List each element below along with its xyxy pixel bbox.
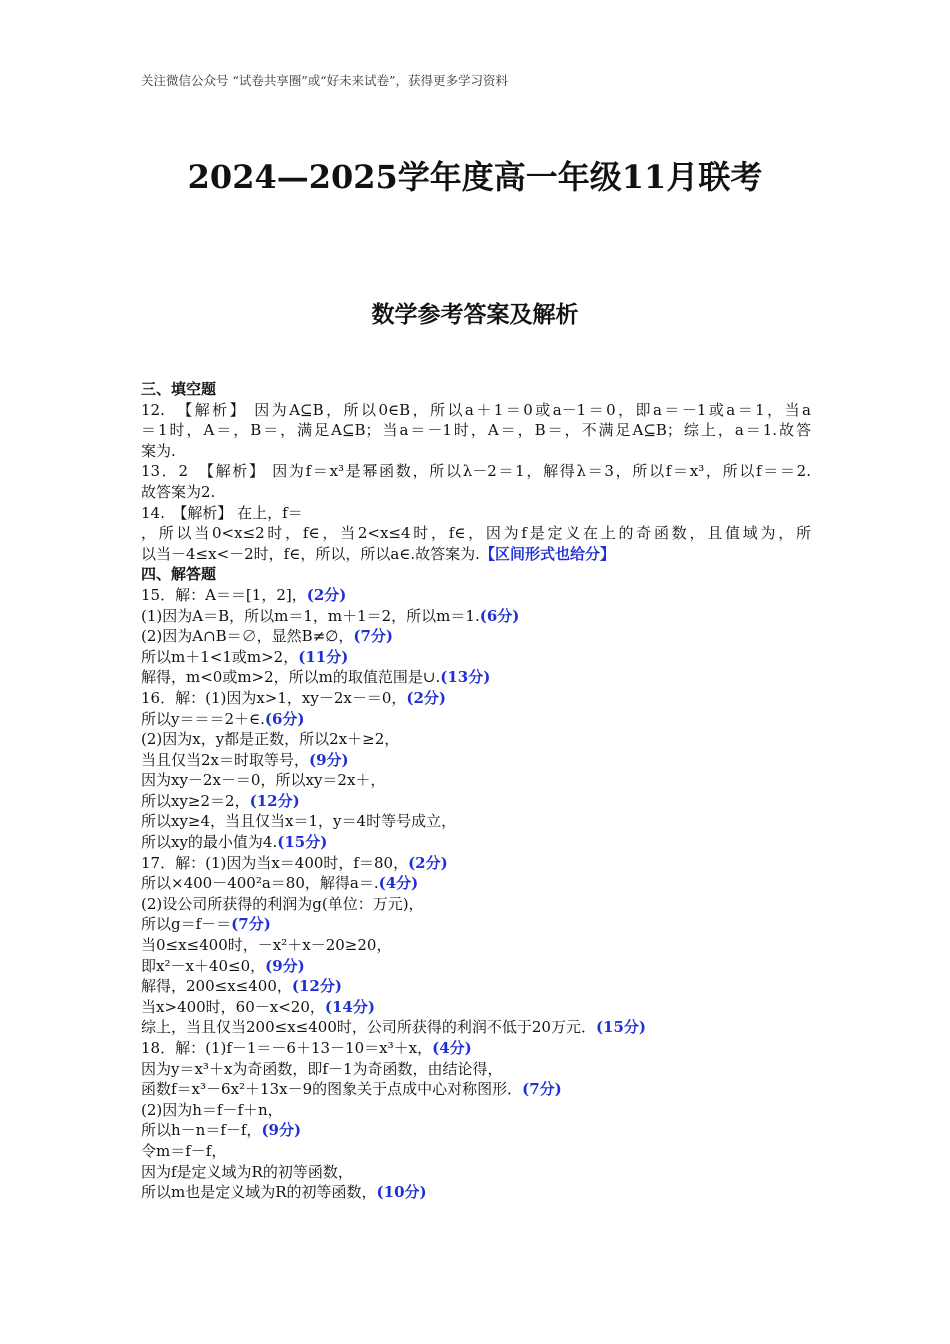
wechat-notice: 关注微信公众号 “试卷共享圈”或“好未来试卷”，获得更多学习资料 (141, 73, 509, 88)
answer-line (141, 976, 811, 997)
answer-text: 所以xy的最小值为4. (141, 833, 278, 852)
answer-text: ，所以当0<x≤2时，f∈，当2<x≤4时，f∈，因为f是定义在上的奇函数，且值域为，所 (141, 524, 811, 543)
answer-text: (2)因为x，y都是正数，所以2x＋≥2， (141, 730, 400, 749)
score-mark: (2分) (406, 688, 447, 707)
answer-line (141, 1162, 811, 1183)
score-mark: (9分) (265, 956, 305, 975)
answer-text: 故答案为2. (141, 482, 216, 501)
answer-text: 13．2 【解析】 因为f＝x³是幂函数，所以λ－2＝1，解得λ＝3，所以f＝x³，所以f＝＝2. (141, 462, 811, 481)
answer-line (141, 564, 811, 585)
answer-line (141, 770, 811, 791)
answer-line (141, 1017, 811, 1038)
answer-text: 综上，当且仅当200≤x≤400时，公司所获得的利润不低于20万元． (141, 1018, 596, 1037)
answer-text: ＝1时，A＝，B＝，满足A⊆B；当a＝－1时，A＝，B＝，不满足A⊆B；综上，a＝1.故答 (141, 421, 811, 440)
answer-line (141, 914, 811, 935)
answer-text: 当x>400时，60－x<20， (141, 997, 325, 1016)
answer-text: 所以xy≥2＝2， (141, 791, 250, 810)
score-mark: (15分) (595, 1018, 647, 1037)
answer-line (141, 503, 811, 524)
answer-text: (1)因为A＝B，所以m＝1，m＋1＝2，所以m＝1. (141, 606, 480, 625)
answer-text: 以当－4≤x<－2时，f∈，所以，所以a∈.故答案为. (141, 544, 480, 563)
answer-line (141, 379, 811, 400)
answer-line (141, 544, 811, 565)
answer-line (141, 997, 811, 1018)
score-mark: (7分) (231, 915, 271, 934)
score-mark: (9分) (261, 1121, 302, 1140)
score-mark: (12分) (291, 977, 342, 996)
answer-line (141, 400, 811, 421)
answer-text: 因为y＝x³＋x为奇函数，即f－1为奇函数，由结论得， (141, 1059, 503, 1078)
answer-line (141, 853, 811, 874)
answer-line (141, 688, 811, 709)
score-mark: (10分) (376, 1183, 427, 1202)
answer-text: 所以m也是定义域为R的初等函数， (141, 1183, 377, 1202)
answer-line (141, 873, 811, 894)
answer-line (141, 606, 811, 627)
answer-text: 所以×400－400²a＝80，解得a＝. (141, 874, 379, 893)
score-mark: (4分) (378, 874, 419, 893)
answer-line (141, 1100, 811, 1121)
answer-text: 所以y＝＝＝2＋∈. (141, 709, 265, 728)
answer-text: 当且仅当2x＝时取等号， (141, 750, 310, 769)
answer-text: 14. 【解析】 在上，f＝ (141, 503, 303, 522)
answer-text: 因为xy－2x－＝0，所以xy＝2x＋， (141, 771, 386, 790)
answer-line (141, 956, 811, 977)
score-mark: (13分) (440, 668, 491, 687)
answer-line (141, 461, 811, 482)
answer-text: 解得，200≤x≤400， (141, 977, 292, 996)
answer-line (141, 1059, 811, 1080)
score-mark: 【区间形式也给分】 (479, 544, 615, 563)
answer-text: 三、填空题 (141, 380, 217, 398)
answer-text: 即x²－x＋40≤0， (141, 956, 266, 975)
answer-text: 案为. (141, 441, 176, 460)
answer-line (141, 791, 811, 812)
answer-text: (2)因为A∩B＝∅，显然B≠∅， (141, 627, 354, 646)
answer-text: 当0≤x≤400时，－x²＋x－20≥20， (141, 936, 392, 955)
score-mark: (14分) (324, 997, 375, 1016)
answer-text: 令m＝f－f， (141, 1141, 227, 1160)
answer-text: 所以h－n＝f－f， (141, 1121, 262, 1140)
score-mark: (7分) (353, 627, 393, 646)
answer-line (141, 729, 811, 750)
score-mark: (11分) (298, 647, 349, 666)
answer-line (141, 935, 811, 956)
answer-text: 因为f是定义域为R的初等函数， (141, 1162, 353, 1181)
answer-text: 所以g＝f－＝ (141, 915, 232, 934)
answer-text: 12. 【解析】 因为A⊆B，所以0∈B，所以a＋1＝0或a－1＝0，即a＝－1或a＝1，当a (141, 400, 811, 419)
answer-text: (2)因为h＝f－f＋n， (141, 1100, 283, 1119)
answer-text: 15．解：A＝＝[1，2]， (141, 585, 307, 604)
answer-line (141, 709, 811, 730)
answer-line (141, 1038, 811, 1059)
answer-line (141, 1182, 811, 1203)
answer-text: 所以xy≥4，当且仅当x＝1，y＝4时等号成立， (141, 812, 457, 831)
score-mark: (7分) (522, 1080, 562, 1099)
answer-text: 函数f＝x³－6x²＋13x－9的图象关于点成中心对称图形． (141, 1080, 523, 1099)
answer-text: 四、解答题 (141, 565, 217, 584)
score-mark: (9分) (309, 750, 349, 769)
answer-line (141, 441, 811, 462)
answer-line (141, 1141, 811, 1162)
answer-line (141, 626, 811, 647)
answer-line (141, 667, 811, 688)
answer-line (141, 482, 811, 503)
answer-text: 16．解：(1)因为x>1，xy－2x－＝0， (141, 688, 407, 707)
score-mark: (2分) (306, 585, 347, 604)
answer-line (141, 1079, 811, 1100)
answer-text: 所以m＋1<1或m>2， (141, 647, 299, 666)
answer-line (141, 811, 811, 832)
score-mark: (15分) (277, 833, 328, 852)
answer-text: 18．解：(1)f－1＝－6＋13－10＝x³＋x， (141, 1039, 433, 1057)
answer-line (141, 750, 811, 771)
score-mark: (6分) (479, 606, 520, 625)
answer-line (141, 647, 811, 668)
score-mark: (6分) (264, 709, 305, 728)
score-mark: (12分) (249, 791, 300, 810)
answer-line (141, 585, 811, 606)
score-mark: (2分) (408, 853, 448, 872)
answer-line (141, 420, 811, 441)
score-mark: (4分) (432, 1039, 472, 1057)
answer-text: 解得，m<0或m>2，所以m的取值范围是∪. (141, 668, 441, 687)
answer-content (141, 379, 811, 1203)
answer-line (141, 832, 811, 853)
answer-text: 17．解：(1)因为当x＝400时，f＝80， (141, 853, 409, 872)
answer-line (141, 1120, 811, 1141)
answer-key-subtitle: 数学参考答案及解析 (371, 301, 579, 328)
answer-text: (2)设公司所获得的利润为g(单位：万元)， (141, 894, 424, 913)
answer-line (141, 894, 811, 915)
answer-line (141, 523, 811, 544)
exam-title: 2024—2025学年度高一年级11月联考 (187, 158, 763, 196)
